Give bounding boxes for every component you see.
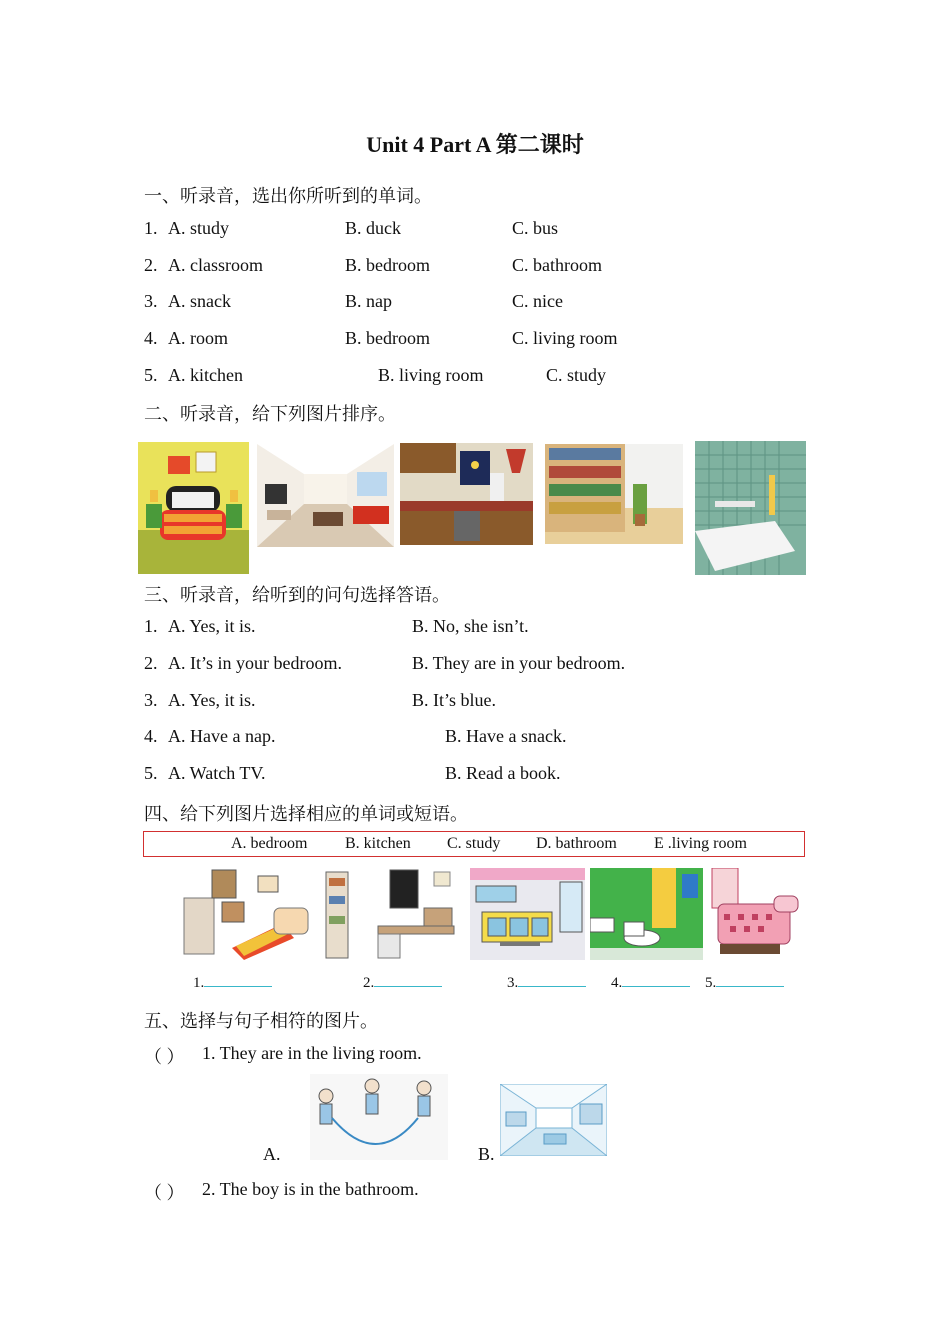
study-sketch-picture: [324, 868, 456, 960]
study-picture: [545, 444, 683, 544]
q1-option-b-label: B.: [478, 1144, 495, 1164]
s3-option-a-3: A. Yes, it is.: [168, 690, 256, 710]
blank-num: 1.: [193, 975, 205, 991]
word-bank-box: [143, 831, 805, 857]
word-option-e: E .living room: [654, 835, 747, 852]
s3-option-a-1: A. Yes, it is.: [168, 616, 256, 636]
s1-option-a-4: A. room: [168, 328, 228, 348]
s3-num-4: 4.: [144, 726, 158, 746]
s1-option-c-1: C. bus: [512, 218, 559, 238]
blank-line[interactable]: [716, 972, 784, 987]
word-option-a: A. bedroom: [231, 835, 308, 852]
s1-num-4: 4.: [144, 328, 158, 348]
s1-option-a-3: A. snack: [168, 291, 231, 311]
q1-option-a-label: A.: [263, 1144, 281, 1164]
section3-heading: 三、听录音，给听到的问句选择答语。: [144, 585, 450, 605]
s1-option-a-1: A. study: [168, 218, 230, 238]
s3-option-b-5: B. Read a book.: [445, 763, 561, 783]
answer-blank-1[interactable]: [193, 972, 272, 992]
kitchen-picture: [400, 443, 533, 545]
kitchen-sketch-picture: [470, 868, 585, 960]
word-option-d: D. bathroom: [536, 835, 617, 852]
s3-num-1: 1.: [144, 616, 158, 636]
living-room-picture: [257, 444, 394, 547]
s1-option-b-3: B. nap: [345, 291, 392, 311]
q1-answer-paren[interactable]: （ ）: [144, 1047, 185, 1067]
s1-option-c-3: C. nice: [512, 291, 563, 311]
s1-option-a-2: A. classroom: [168, 255, 263, 275]
s1-num-1: 1.: [144, 218, 158, 238]
s1-option-c-5: C. study: [546, 365, 607, 385]
answer-blank-3[interactable]: [507, 972, 586, 992]
section4-heading: 四、给下列图片选择相应的单词或短语。: [144, 804, 468, 824]
blank-line[interactable]: [374, 972, 442, 987]
children-jump-rope-picture: [310, 1074, 448, 1160]
s3-option-b-1: B. No, she isn’t.: [412, 616, 529, 636]
s3-num-2: 2.: [144, 653, 158, 673]
bathroom-picture: [695, 441, 806, 575]
q2-answer-paren[interactable]: （ ）: [144, 1183, 185, 1203]
answer-blank-4[interactable]: [611, 972, 690, 992]
blank-line[interactable]: [622, 972, 690, 987]
s1-num-5: 5.: [144, 365, 158, 385]
living-room-sketch-b-picture: [500, 1084, 607, 1156]
s3-num-5: 5.: [144, 763, 158, 783]
blank-line[interactable]: [204, 972, 272, 987]
s1-option-b-4: B. bedroom: [345, 328, 430, 348]
blank-line[interactable]: [518, 972, 586, 987]
living-room-sketch-picture: [182, 868, 310, 960]
s3-option-a-5: A. Watch TV.: [168, 763, 266, 783]
blank-num: 3.: [507, 975, 519, 991]
word-option-c: C. study: [447, 835, 501, 852]
section1-heading: 一、听录音，选出你所听到的单词。: [144, 186, 432, 206]
page-title: Unit 4 Part A 第二课时: [366, 132, 584, 157]
bedroom-sketch-picture: [710, 868, 802, 960]
s1-option-b-2: B. bedroom: [345, 255, 430, 275]
s1-option-c-4: C. living room: [512, 328, 618, 348]
s3-option-b-4: B. Have a snack.: [445, 726, 567, 746]
s3-option-b-3: B. It’s blue.: [412, 690, 496, 710]
bedroom-picture: [138, 442, 249, 574]
section5-heading: 五、选择与句子相符的图片。: [144, 1011, 378, 1031]
s1-option-a-5: A. kitchen: [168, 365, 243, 385]
blank-num: 5.: [705, 975, 717, 991]
blank-num: 2.: [363, 975, 375, 991]
s3-num-3: 3.: [144, 690, 158, 710]
section2-heading: 二、听录音，给下列图片排序。: [144, 404, 396, 424]
bathroom-sketch-picture: [590, 868, 703, 960]
s1-option-b-5: B. living room: [378, 365, 484, 385]
s1-num-3: 3.: [144, 291, 158, 311]
blank-num: 4.: [611, 975, 623, 991]
s3-option-a-2: A. It’s in your bedroom.: [168, 653, 342, 673]
q2-text: 2. The boy is in the bathroom.: [202, 1179, 419, 1199]
s1-option-c-2: C. bathroom: [512, 255, 602, 275]
answer-blank-2[interactable]: [363, 972, 442, 992]
answer-blank-5[interactable]: [705, 972, 784, 992]
q1-text: 1. They are in the living room.: [202, 1043, 422, 1063]
s1-num-2: 2.: [144, 255, 158, 275]
word-option-b: B. kitchen: [345, 835, 411, 852]
s3-option-b-2: B. They are in your bedroom.: [412, 653, 626, 673]
s3-option-a-4: A. Have a nap.: [168, 726, 276, 746]
s1-option-b-1: B. duck: [345, 218, 401, 238]
